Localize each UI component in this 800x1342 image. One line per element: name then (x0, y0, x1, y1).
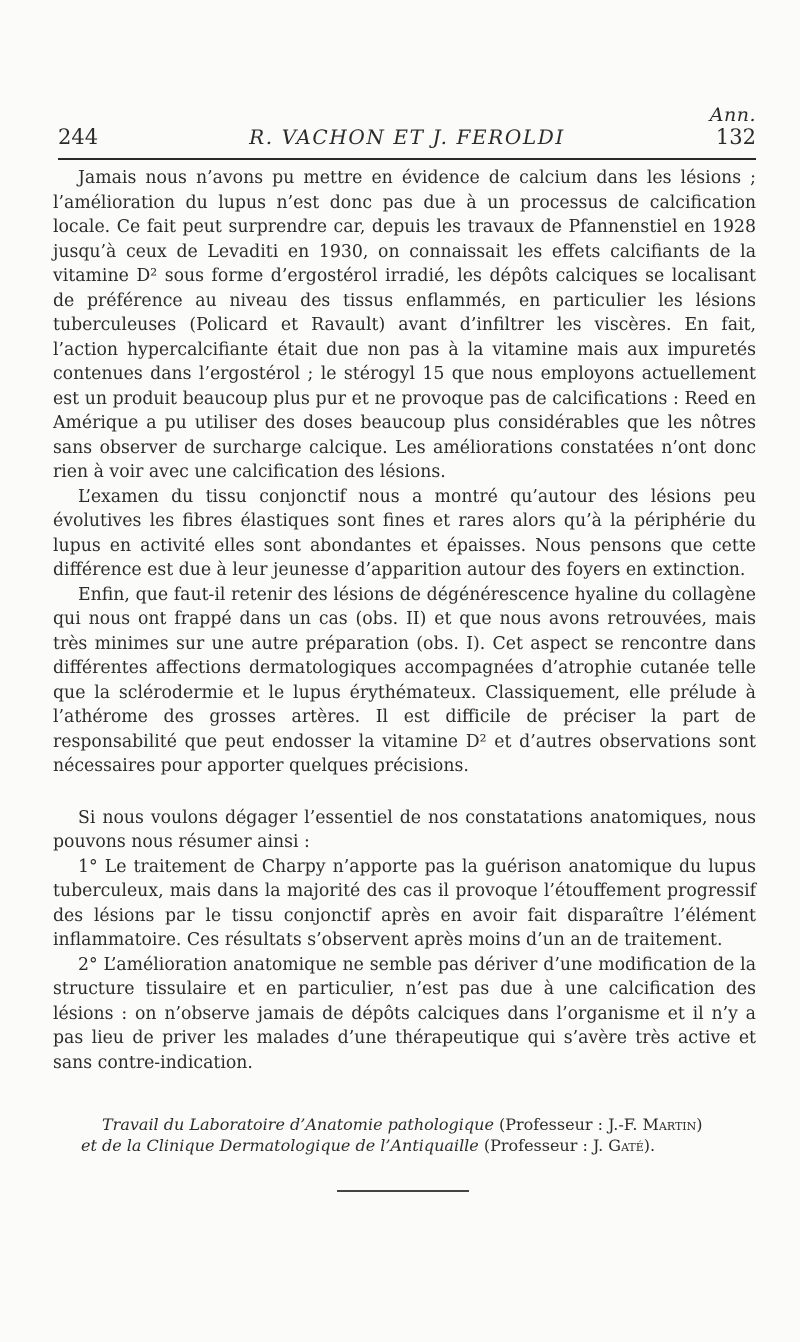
credit-lab-prefix: (Professeur : J.-F. (499, 1115, 643, 1134)
paragraph-connective-tissue: L’examen du tissu conjonctif nous a montré qu’autour des lésions peu évolutives les fibres élastiques sont fines et rares alors qu’à la périphérie du lupus en activité elles sont abondantes et épaisses. Nous pensons que cette différence est due à leur jeunesse d’apparition autour des foyers en extinction. (53, 486, 756, 580)
summary-point-1: 1° Le traitement de Charpy n’apporte pas la guérison anatomique du lupus tuberculeux, mais dans la majorité des cas il provoque l’étouffement progressif des lésions par le tissu conjonctif après en avoir fait disparaître l’élément inflammatoire. Ces résultats s’observent après moins d’un an de traitement. (53, 856, 756, 950)
paragraph-calcium: Jamais nous n’avons pu mettre en évidence de calcium dans les lésions ; l’amélioration du lupus n’est donc pas due à un processus de calcification locale. Ce fait peut surprendre car, depuis les travaux de Pfannenstiel en 1928 jusqu’à ceux de Levaditi en 1930, on connaissait les effets calcifiants de la vitamine D² sous forme d’ergostérol irradié, les dépôts calciques se localisant de préférence au niveau des tissus enflammés, en particulier les lésions tuberculeuses (Policard et Ravault) avant d’infiltrer les viscères. En fait, l’action hypercalcifiante était due non pas à la vitamine mais aux impuretés contenues dans l’ergostérol ; le stérogyl 15 que nous employons actuellement est un produit beaucoup plus pur et ne provoque pas de calcifications : Reed en Amérique a pu utiliser des doses beaucoup plus considérables que les nôtres sans observer de surcharge calcique. Les améliorations constatées n’ont donc rien à voir avec une calcification des lésions. (53, 168, 756, 482)
credit-line-laboratory (53, 1114, 756, 1135)
paragraph-hyaline-degeneration: Enfin, que faut-il retenir des lésions de dégénérescence hyaline du collagène qui nous ont frappé dans un cas (obs. II) et que nous avons retrouvées, mais très minimes sur une autre préparation (obs. I). Cet aspect se rencontre dans différentes affections dermatologiques accompagnées d’atrophie cutanée telle que la sclérodermie et le lupus érythémateux. Classiquement, elle prélude à l’athérome des grosses artères. Il est difficile de préciser la part de responsabilité que peut endosser la vitamine D² et d’autres observations sont nécessaires pour apporter quelques précisions. (53, 584, 756, 776)
issue-number: 132 (715, 125, 756, 149)
summary-point-2: 2° L’amélioration anatomique ne semble pas dériver d’une modification de la structure tissulaire et en particulier, n’est pas due à une calcification des lésions : on n’observe jamais de dépôts calciques dans l’organisme et il n’y a pas lieu de priver les malades d’une thérapeutique qui s’avère très active et sans contre-indication. (53, 954, 756, 1073)
end-rule (337, 1190, 469, 1192)
article-body (53, 166, 756, 1075)
section-gap (53, 779, 756, 806)
credit-lab-suffix: ) (696, 1115, 703, 1134)
credit-clinic-suffix: ). (643, 1136, 656, 1155)
credit-clinic-prefix: (Professeur : J. (483, 1136, 609, 1155)
credit-lab-name: Travail du Laboratoire d’Anatomie pathologique (102, 1115, 494, 1134)
credit-line-clinic (53, 1135, 756, 1156)
running-title-authors: R. VACHON ET J. FEROLDI (249, 125, 565, 149)
header-rule (58, 158, 756, 160)
page-number: 244 (58, 125, 99, 149)
credit-clinic-name: et de la Clinique Dermatologique de l’Antiquaille (81, 1136, 479, 1155)
running-header (58, 123, 756, 151)
credit-lab-professor: Martin (642, 1115, 697, 1134)
summary-intro: Si nous voulons dégager l’essentiel de nos constatations anatomiques, nous pouvons nous résumer ainsi : (53, 807, 756, 852)
institution-credit (53, 1114, 756, 1156)
credit-clinic-professor: Gaté (608, 1136, 644, 1155)
journal-abbreviation: Ann. (709, 104, 756, 126)
